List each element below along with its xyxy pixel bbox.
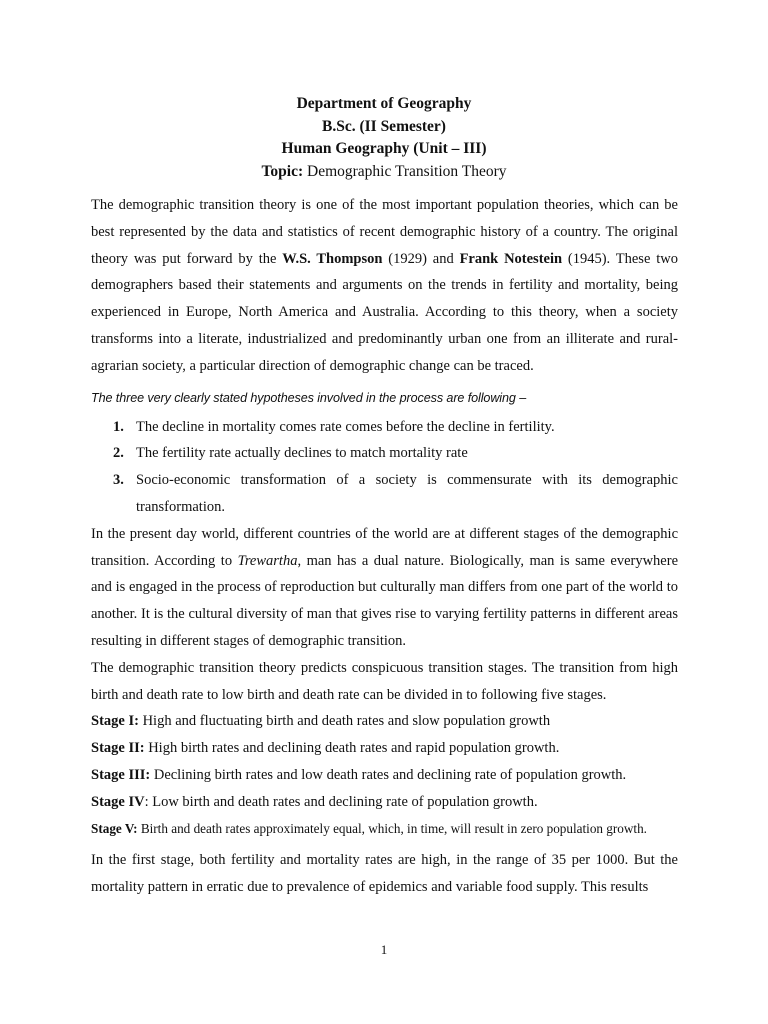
list-number: 3.	[113, 472, 124, 489]
hypotheses-list	[91, 414, 678, 521]
document-body	[91, 192, 678, 901]
thompson-name: W.S. Thompson	[282, 250, 383, 267]
para2-text-1: In the present day world, different countries of the world are at different stages of the demographic transition. According to	[91, 525, 678, 569]
first-stage-paragraph: In the first stage, both fertility and mortality rates are high, in the range of 35 per 1000. But the mortality pattern in erratic due to prevalence of epidemics and variable food supply. This results	[91, 852, 678, 896]
stage-5	[91, 816, 678, 843]
stage-text: High birth rates and declining death rates and rapid population growth.	[144, 740, 560, 757]
list-item	[91, 467, 678, 521]
document-header	[0, 93, 768, 183]
cultural-diversity-paragraph	[91, 521, 678, 655]
notestein-name: Frank Notestein	[459, 250, 563, 267]
stage-label: Stage II:	[91, 740, 145, 757]
list-item	[91, 414, 678, 441]
stage-1	[91, 708, 678, 735]
stage-label: Stage III:	[91, 766, 151, 783]
trewartha-name: Trewartha	[237, 552, 298, 569]
stage-label: Stage IV	[91, 793, 145, 810]
stage-4	[91, 789, 678, 816]
subject-title: Human Geography (Unit – III)	[281, 140, 487, 157]
stages-intro-paragraph: The demographic transition theory predicts conspicuous transition stages. The transition from high birth and death rate to low birth and death rate can be divided in to following five stages.	[91, 659, 678, 703]
list-number: 1.	[113, 418, 124, 435]
intro-text-2: (1929) and	[382, 250, 460, 267]
stage-text: High and fluctuating birth and death rates and slow population growth	[138, 713, 551, 730]
page-number: 1	[380, 942, 388, 957]
stage-label: Stage I:	[91, 713, 139, 730]
list-text: The fertility rate actually declines to match mortality rate	[136, 445, 468, 462]
list-item	[91, 440, 678, 467]
hypotheses-heading: The three very clearly stated hypotheses involved in the process are following –	[91, 390, 527, 405]
course-title: B.Sc. (II Semester)	[322, 117, 446, 135]
intro-text-1: The demographic transition theory is one of the most important population theories, which can be best represented by the data and statistics of recent demographic history of a country. The original theory was put forward by the	[91, 197, 678, 267]
stage-text: Birth and death rates approximately equal, which, in time, will result in zero population growth.	[137, 820, 647, 836]
topic-label: Topic:	[261, 162, 304, 180]
para2-text-2: , man has a dual nature. Biologically, man is same everywhere and is engaged in the process of reproduction but culturally man differs from one part of the world to another. It is the cultural diversity of man that gives rise to varying fertility patterns in different areas resulting in different stages of demographic transition.	[91, 552, 679, 649]
stage-text: Declining birth rates and low death rates and declining rate of population growth.	[150, 766, 627, 783]
list-text: The decline in mortality comes rate comes before the decline in fertility.	[136, 418, 555, 435]
stage-label: Stage V:	[91, 820, 138, 836]
stage-3	[91, 762, 678, 789]
department-title: Department of Geography	[296, 95, 472, 112]
topic-value: Demographic Transition Theory	[303, 162, 507, 180]
stage-2	[91, 735, 678, 762]
list-number: 2.	[113, 445, 124, 462]
stage-text: : Low birth and death rates and declining rate of population growth.	[144, 793, 538, 810]
intro-paragraph	[91, 192, 678, 380]
list-text: Socio-economic transformation of a society is commensurate with its demographic transformation.	[136, 472, 678, 515]
intro-text-3: (1945). These two demographers based their statements and arguments on the trends in fertility and mortality, being experienced in Europe, North America and Australia. According to this theory, when a society transforms into a literate, industrialized and predominantly urban one from an illiterate and rural- agrarian society, a particular direction of demographic change can be traced.	[91, 250, 678, 374]
topic-line	[0, 161, 768, 184]
